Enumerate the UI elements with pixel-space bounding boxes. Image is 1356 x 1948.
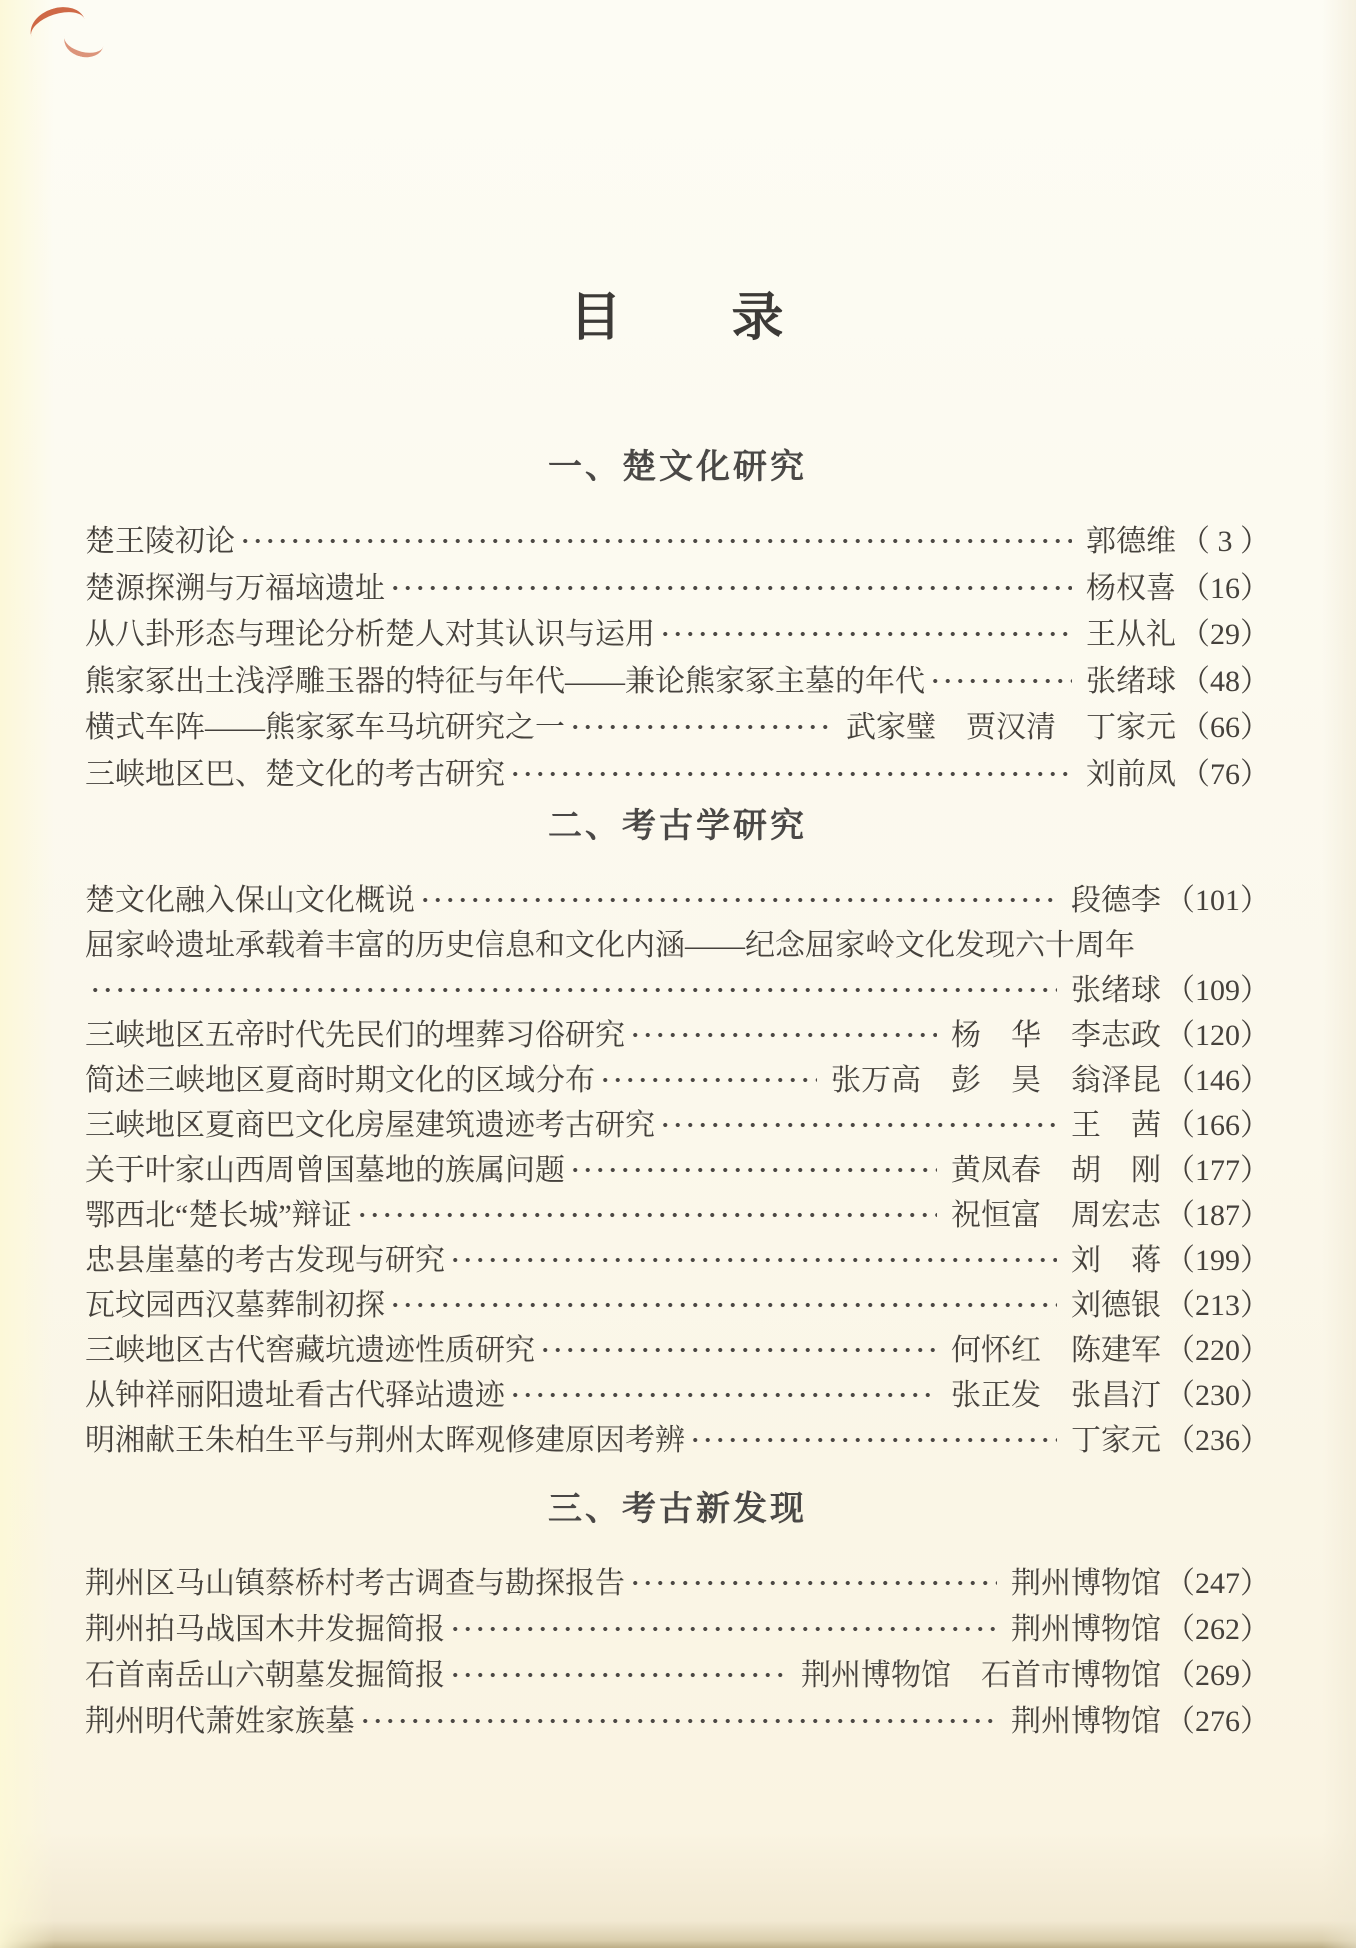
entry-title: 三峡地区五帝时代先民们的埋葬习俗研究: [85, 1018, 625, 1052]
dot-leader: [929, 677, 1072, 685]
entry-page-number: （29）: [1180, 618, 1270, 652]
entry-page-number: （76）: [1180, 757, 1270, 791]
toc-entry-row: [85, 515, 1270, 562]
entry-authors: 荆州博物馆 石首市博物馆: [801, 1659, 1161, 1692]
toc-entry-row: [85, 562, 1270, 609]
table-of-contents: [85, 0, 1270, 1741]
entry-title: 从钟祥丽阳遗址看古代驿站遗迹: [85, 1378, 505, 1412]
dot-leader: [449, 1625, 997, 1633]
dot-leader: [569, 723, 832, 731]
toc-section: [85, 804, 1270, 1459]
entry-page-number: （220）: [1165, 1333, 1270, 1367]
toc-entry-row: [85, 1695, 1270, 1741]
entry-title: 鄂西北“楚长城”辩证: [85, 1198, 352, 1232]
dot-leader: [659, 630, 1072, 638]
dot-leader: [356, 1211, 937, 1219]
entry-title: 荆州拍马战国木井发掘简报: [85, 1613, 445, 1646]
dot-leader: [539, 1346, 937, 1354]
dot-leader: [629, 1031, 937, 1039]
toc-entry-row: [85, 1009, 1270, 1054]
entry-title: 明湘献王朱柏生平与荆州太晖观修建原因考辨: [85, 1423, 685, 1457]
section-heading: 一、楚文化研究: [548, 448, 807, 486]
toc-entry-row: [85, 655, 1270, 702]
toc-entry-row: [85, 1649, 1270, 1695]
entry-authors: 张绪球: [1071, 973, 1161, 1007]
entry-page-number: （109）: [1165, 973, 1270, 1007]
entry-page-number: （146）: [1165, 1063, 1270, 1097]
entry-page-number: （101）: [1165, 883, 1270, 917]
entry-title: 荆州明代萧姓家族墓: [85, 1705, 355, 1738]
entry-authors: 郭德维: [1086, 525, 1176, 559]
entry-title: 忠县崖墓的考古发现与研究: [85, 1243, 445, 1277]
entry-title: 横式车阵——熊家冢车马坑研究之一: [85, 711, 565, 745]
entry-title: 三峡地区巴、楚文化的考古研究: [85, 757, 505, 791]
toc-entry-row: [85, 1144, 1270, 1189]
dot-leader: [389, 584, 1072, 592]
dot-leader: [359, 1717, 997, 1725]
section-entries: [85, 1557, 1270, 1741]
entry-page-number: （66）: [1180, 711, 1270, 745]
entry-title: 简述三峡地区夏商时期文化的区域分布: [85, 1063, 595, 1097]
entry-page-number: （120）: [1165, 1018, 1270, 1052]
dot-leader: [239, 537, 1072, 545]
toc-section: [85, 445, 1270, 794]
dot-leader: [659, 1121, 1057, 1129]
entry-authors: 段德李: [1071, 883, 1161, 917]
toc-entry-row: [85, 919, 1270, 964]
toc-entry-row: [85, 608, 1270, 655]
entry-title: 三峡地区古代窖藏坑遗迹性质研究: [85, 1333, 535, 1367]
entry-page-number: （16）: [1180, 571, 1270, 605]
entry-page-number: （166）: [1165, 1108, 1270, 1142]
section-entries: [85, 515, 1270, 794]
toc-entry-row: [85, 1557, 1270, 1603]
entry-authors: 武家璧 贾汉清 丁家元: [846, 711, 1176, 745]
toc-entry-row: [85, 1189, 1270, 1234]
entry-title: 关于叶家山西周曾国墓地的族属问题: [85, 1153, 565, 1187]
entry-title: 楚文化融入保山文化概说: [85, 883, 415, 917]
entry-authors: 祝恒富 周宏志: [951, 1198, 1161, 1232]
entry-authors: 丁家元: [1071, 1423, 1161, 1457]
entry-authors: 杨 华 李志政: [951, 1018, 1161, 1052]
entry-page-number: （262）: [1165, 1613, 1270, 1646]
toc-entry-row: [85, 1234, 1270, 1279]
entry-authors: 刘 蒋: [1071, 1243, 1161, 1277]
entry-authors: 杨权喜: [1086, 571, 1176, 605]
entry-authors: 张万高 彭 昊 翁泽昆: [831, 1063, 1161, 1097]
entry-title: 三峡地区夏商巴文化房屋建筑遗迹考古研究: [85, 1108, 655, 1142]
entry-authors: 荆州博物馆: [1011, 1613, 1161, 1646]
entry-title: 荆州区马山镇蔡桥村考古调查与勘探报告: [85, 1567, 625, 1600]
entry-authors: 王从礼: [1086, 618, 1176, 652]
entry-title: 屈家岭遗址承载着丰富的历史信息和文化内涵——纪念屈家岭文化发现六十周年: [85, 928, 1135, 962]
entry-authors: 黄凤春 胡 刚: [951, 1153, 1161, 1187]
section-entries: [85, 874, 1270, 1459]
entry-page-number: （177）: [1165, 1153, 1270, 1187]
entry-page-number: （230）: [1165, 1378, 1270, 1412]
entry-page-number: （213）: [1165, 1288, 1270, 1322]
toc-entry-row: [85, 1369, 1270, 1414]
page-title: 目 录: [569, 290, 786, 347]
entry-title: 石首南岳山六朝墓发掘简报: [85, 1659, 445, 1692]
entry-title: 瓦坟园西汉墓葬制初探: [85, 1288, 385, 1322]
dot-leader: [509, 1391, 937, 1399]
toc-entry-row: [85, 748, 1270, 795]
dot-leader: [569, 1166, 937, 1174]
dot-leader: [509, 770, 1072, 778]
dot-leader: [89, 986, 1057, 994]
dot-leader: [689, 1436, 1057, 1444]
entry-page-number: （199）: [1165, 1243, 1270, 1277]
dot-leader: [629, 1579, 997, 1587]
toc-entry-row: [85, 1279, 1270, 1324]
entry-page-number: （ 3 ）: [1180, 525, 1270, 559]
section-heading: 三、考古新发现: [548, 1490, 807, 1528]
entry-title: 楚源探溯与万福垴遗址: [85, 571, 385, 605]
entry-authors: 荆州博物馆: [1011, 1567, 1161, 1600]
entry-authors: 张正发 张昌汀: [951, 1378, 1161, 1412]
toc-entry-row: [85, 1324, 1270, 1369]
section-heading: 二、考古学研究: [548, 807, 807, 845]
dot-leader: [599, 1076, 817, 1084]
entry-page-number: （276）: [1165, 1705, 1270, 1738]
entry-title: 楚王陵初论: [85, 525, 235, 559]
dot-leader: [449, 1671, 787, 1679]
toc-entry-row: [85, 874, 1270, 919]
entry-authors: 刘前凤: [1086, 757, 1176, 791]
toc-entry-row: [85, 1099, 1270, 1144]
toc-entry-row: [85, 1603, 1270, 1649]
entry-page-number: （269）: [1165, 1659, 1270, 1692]
entry-authors: 刘德银: [1071, 1288, 1161, 1322]
entry-page-number: （247）: [1165, 1567, 1270, 1600]
entry-authors: 荆州博物馆: [1011, 1705, 1161, 1738]
toc-section: [85, 1487, 1270, 1741]
toc-entry-row: [85, 1414, 1270, 1459]
entry-authors: 王 茜: [1071, 1108, 1161, 1142]
toc-entry-row: [85, 1054, 1270, 1099]
entry-authors: 何怀红 陈建军: [951, 1333, 1161, 1367]
entry-page-number: （236）: [1165, 1423, 1270, 1457]
entry-title: 从八卦形态与理论分析楚人对其认识与运用: [85, 618, 655, 652]
entry-title: 熊家冢出土浅浮雕玉器的特征与年代——兼论熊家冢主墓的年代: [85, 664, 925, 698]
entry-page-number: （187）: [1165, 1198, 1270, 1232]
entry-authors: 张绪球: [1086, 664, 1176, 698]
dot-leader: [389, 1301, 1057, 1309]
dot-leader: [419, 896, 1057, 904]
toc-entry-row: [85, 701, 1270, 748]
toc-entry-row-continuation: [85, 964, 1270, 1009]
dot-leader: [449, 1256, 1057, 1264]
entry-page-number: （48）: [1180, 664, 1270, 698]
